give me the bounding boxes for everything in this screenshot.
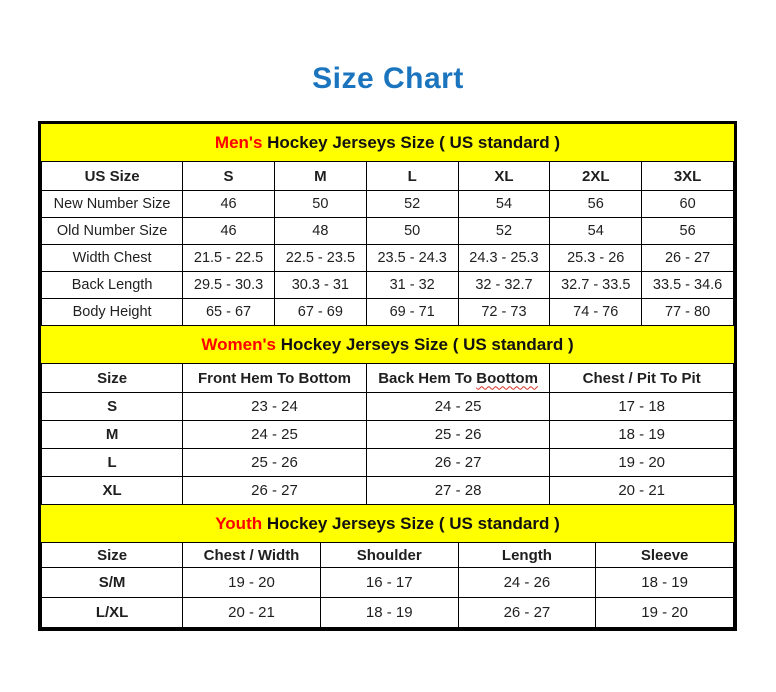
youth-col-header-shoulder: Shoulder <box>320 543 458 568</box>
value-cell: 19 - 20 <box>596 598 734 628</box>
value-cell: 24 - 26 <box>458 568 596 598</box>
row-label: S/M <box>42 568 183 598</box>
mens-col-header-s: S <box>183 162 275 191</box>
value-cell: 56 <box>642 218 734 245</box>
table-row-youth-lxl <box>42 598 734 628</box>
value-cell: 60 <box>642 191 734 218</box>
youth-header-row <box>42 543 734 568</box>
value-cell: 26 - 27 <box>458 598 596 628</box>
value-cell: 24 - 25 <box>183 421 367 449</box>
youth-section-banner <box>41 505 734 542</box>
table-row-womens-xl <box>42 477 734 505</box>
row-label: XL <box>42 477 183 505</box>
value-cell: 24.3 - 25.3 <box>458 245 550 272</box>
youth-banner-text: Hockey Jerseys Size ( US standard ) <box>262 513 560 533</box>
youth-col-header-size: Size <box>42 543 183 568</box>
mens-section-banner <box>41 124 734 161</box>
value-cell: 23.5 - 24.3 <box>366 245 458 272</box>
row-label: Body Height <box>42 299 183 326</box>
value-cell: 32.7 - 33.5 <box>550 272 642 299</box>
table-row-back-length <box>42 272 734 299</box>
table-row-womens-m <box>42 421 734 449</box>
value-cell: 67 - 69 <box>274 299 366 326</box>
row-label: Back Length <box>42 272 183 299</box>
value-cell: 21.5 - 22.5 <box>183 245 275 272</box>
misspelled-word: Boottom <box>476 369 538 387</box>
value-cell: 52 <box>366 191 458 218</box>
table-row-womens-l <box>42 449 734 477</box>
value-cell: 19 - 20 <box>550 449 734 477</box>
womens-banner-highlight: Women's <box>201 334 276 354</box>
value-cell: 25 - 26 <box>183 449 367 477</box>
value-cell: 77 - 80 <box>642 299 734 326</box>
value-cell: 32 - 32.7 <box>458 272 550 299</box>
mens-size-table <box>41 161 734 326</box>
mens-header-row <box>42 162 734 191</box>
mens-banner-highlight: Men's <box>214 132 263 152</box>
page-title: Size Chart <box>312 62 464 95</box>
mens-col-header-xl: XL <box>458 162 550 191</box>
womens-banner-text: Hockey Jerseys Size ( US standard ) <box>275 334 574 354</box>
value-cell: 46 <box>183 191 275 218</box>
value-cell: 29.5 - 30.3 <box>183 272 275 299</box>
womens-header-row <box>42 364 734 393</box>
womens-section-banner <box>41 326 734 363</box>
value-cell: 26 - 27 <box>642 245 734 272</box>
value-cell: 65 - 67 <box>183 299 275 326</box>
value-cell: 31 - 32 <box>366 272 458 299</box>
row-label: L <box>42 449 183 477</box>
value-cell: 52 <box>458 218 550 245</box>
youth-col-header-length: Length <box>458 543 596 568</box>
womens-col-header-size: Size <box>42 364 183 393</box>
table-row-body-height <box>42 299 734 326</box>
womens-col-header-front-hem: Front Hem To Bottom <box>183 364 367 393</box>
value-cell: 22.5 - 23.5 <box>274 245 366 272</box>
womens-col-header-back-hem <box>366 364 550 393</box>
value-cell: 69 - 71 <box>366 299 458 326</box>
youth-size-table <box>41 542 734 628</box>
value-cell: 18 - 19 <box>596 568 734 598</box>
youth-col-header-chest-width: Chest / Width <box>183 543 321 568</box>
table-row-new-number-size <box>42 191 734 218</box>
row-label: M <box>42 421 183 449</box>
value-cell: 46 <box>183 218 275 245</box>
row-label: Old Number Size <box>42 218 183 245</box>
value-cell: 24 - 25 <box>366 393 550 421</box>
value-cell: 54 <box>458 191 550 218</box>
value-cell: 30.3 - 31 <box>274 272 366 299</box>
row-label: S <box>42 393 183 421</box>
row-label: L/XL <box>42 598 183 628</box>
youth-banner-highlight: Youth <box>215 513 263 533</box>
size-chart-panel <box>38 121 737 631</box>
value-cell: 54 <box>550 218 642 245</box>
value-cell: 27 - 28 <box>366 477 550 505</box>
mens-col-header-2xl: 2XL <box>550 162 642 191</box>
value-cell: 56 <box>550 191 642 218</box>
value-cell: 26 - 27 <box>366 449 550 477</box>
row-label: New Number Size <box>42 191 183 218</box>
womens-size-table <box>41 363 734 505</box>
value-cell: 72 - 73 <box>458 299 550 326</box>
value-cell: 17 - 18 <box>550 393 734 421</box>
value-cell: 20 - 21 <box>550 477 734 505</box>
value-cell: 25.3 - 26 <box>550 245 642 272</box>
table-row-old-number-size <box>42 218 734 245</box>
value-cell: 50 <box>366 218 458 245</box>
mens-col-header-us-size: US Size <box>42 162 183 191</box>
value-cell: 18 - 19 <box>320 598 458 628</box>
header-text: Back Hem To <box>378 369 477 387</box>
table-row-womens-s <box>42 393 734 421</box>
mens-col-header-m: M <box>274 162 366 191</box>
value-cell: 26 - 27 <box>183 477 367 505</box>
mens-banner-text: Hockey Jerseys Size ( US standard ) <box>262 132 561 152</box>
table-row-width-chest <box>42 245 734 272</box>
value-cell: 74 - 76 <box>550 299 642 326</box>
value-cell: 16 - 17 <box>320 568 458 598</box>
mens-col-header-3xl: 3XL <box>642 162 734 191</box>
value-cell: 23 - 24 <box>183 393 367 421</box>
value-cell: 20 - 21 <box>183 598 321 628</box>
youth-col-header-sleeve: Sleeve <box>596 543 734 568</box>
womens-col-header-chest: Chest / Pit To Pit <box>550 364 734 393</box>
value-cell: 18 - 19 <box>550 421 734 449</box>
value-cell: 50 <box>274 191 366 218</box>
row-label: Width Chest <box>42 245 183 272</box>
table-row-youth-sm <box>42 568 734 598</box>
value-cell: 25 - 26 <box>366 421 550 449</box>
value-cell: 48 <box>274 218 366 245</box>
value-cell: 33.5 - 34.6 <box>642 272 734 299</box>
mens-col-header-l: L <box>366 162 458 191</box>
value-cell: 19 - 20 <box>183 568 321 598</box>
